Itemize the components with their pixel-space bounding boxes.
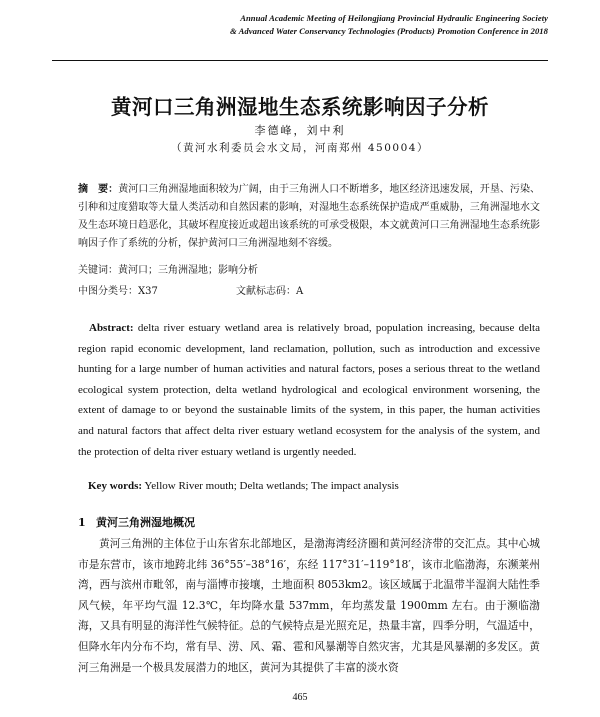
abstract-en (78, 318, 540, 462)
keywords-en (88, 480, 399, 492)
keywords-en-text: Yellow River mouth; Delta wetlands; The impact analysis (144, 480, 399, 492)
abstract-en-label: Abstract: (89, 322, 134, 334)
conference-header-line1: Annual Academic Meeting of Heilongjiang Provincial Hydraulic Engineering Society (240, 13, 548, 23)
classification-row (78, 282, 540, 297)
clc-value: X37 (138, 286, 158, 297)
paper-affiliation: （黄河水利委员会水文局，河南郑州 450004） (171, 142, 429, 154)
conference-header-line2: & Advanced Water Conservancy Technologies (Products) Promotion Conference in 2018 (230, 26, 548, 36)
section-title: 黄河三角洲湿地概况 (96, 516, 195, 529)
doc-code-value: A (296, 286, 304, 297)
keywords-cn (78, 261, 258, 276)
abstract-cn-label: 摘 要： (78, 184, 119, 195)
section-heading (78, 514, 195, 530)
paper-authors: 李德峰，刘中利 (254, 124, 346, 137)
header-rule (52, 60, 548, 61)
conference-header (230, 12, 548, 38)
abstract-cn-text: 黄河口三角洲湿地面积较为广阔，由于三角洲人口不断增多，地区经济迅速发展，开垦、污染、引种和过度猎取等大量人类活动和自然因素的影响，对湿地生态系统保护造成严重威胁，三角洲湿地水文及生态环境日趋恶化，其破坏程度接近或超出该系统的可承受极限，本文就黄河口三角洲湿地生态系统影响因子作了系统的分析，保护黄河口三角洲湿地刻不容缓。 (78, 184, 541, 249)
keywords-cn-label: 关键词： (78, 265, 118, 276)
abstract-cn (78, 181, 540, 253)
section-number: 1 (78, 516, 86, 529)
doc-code-label: 文献标志码： (236, 286, 296, 297)
section-body: 黄河三角洲的主体位于山东省东北部地区，是渤海湾经济圈和黄河经济带的交汇点。其中心城市是东营市，该市地跨北纬 36°55′–38°16′，东经 117°31′–119°18′，该市北临渤海，东濒莱州湾，西与滨州市毗邻，南与淄博市接壤，土地面积 8053km2。该区域属于北温带半湿润大陆性季风气候，年平均气温 12.3℃，年均降水量 537mm，年均蒸发量 1900mm 左右。由于濒临渤海，又具有明显的海洋性气候特征。总的气候特点是光照充足，热量丰富，四季分明，气温适中，但降水年内分布不均，常有旱、涝、风、霜、雹和风暴潮等自然灾害，尤其是风暴潮的多发区。黄河三角洲是一个极具发展潜力的地区，黄河为其提供了丰富的淡水资 (78, 537, 540, 674)
keywords-en-label: Key words: (88, 480, 143, 492)
page-number: 465 (292, 692, 308, 703)
keywords-cn-text: 黄河口；三角洲湿地；影响分析 (118, 265, 258, 276)
paper-title: 黄河口三角洲湿地生态系统影响因子分析 (111, 95, 489, 119)
abstract-en-text: delta river estuary wetland area is relatively broad, population increasing, because delta region rapid economic development, land reclamation, pollution, such as introduction and excessive hunting for a large number of human activities and natural factors, poses a serious threat to the wetland ecological system protection, delta wetland hydrological and ecological environment worsening, the extent of damage to or beyond the sustainable limits of the system, in this paper, the human activities and natural factors that affect delta river estuary wetland ecosystem for the analysis of the system, and the protection of delta river estuary wetland is urgently needed. (78, 322, 540, 458)
doc-code (236, 282, 303, 297)
clc-label: 中图分类号： (78, 286, 138, 297)
